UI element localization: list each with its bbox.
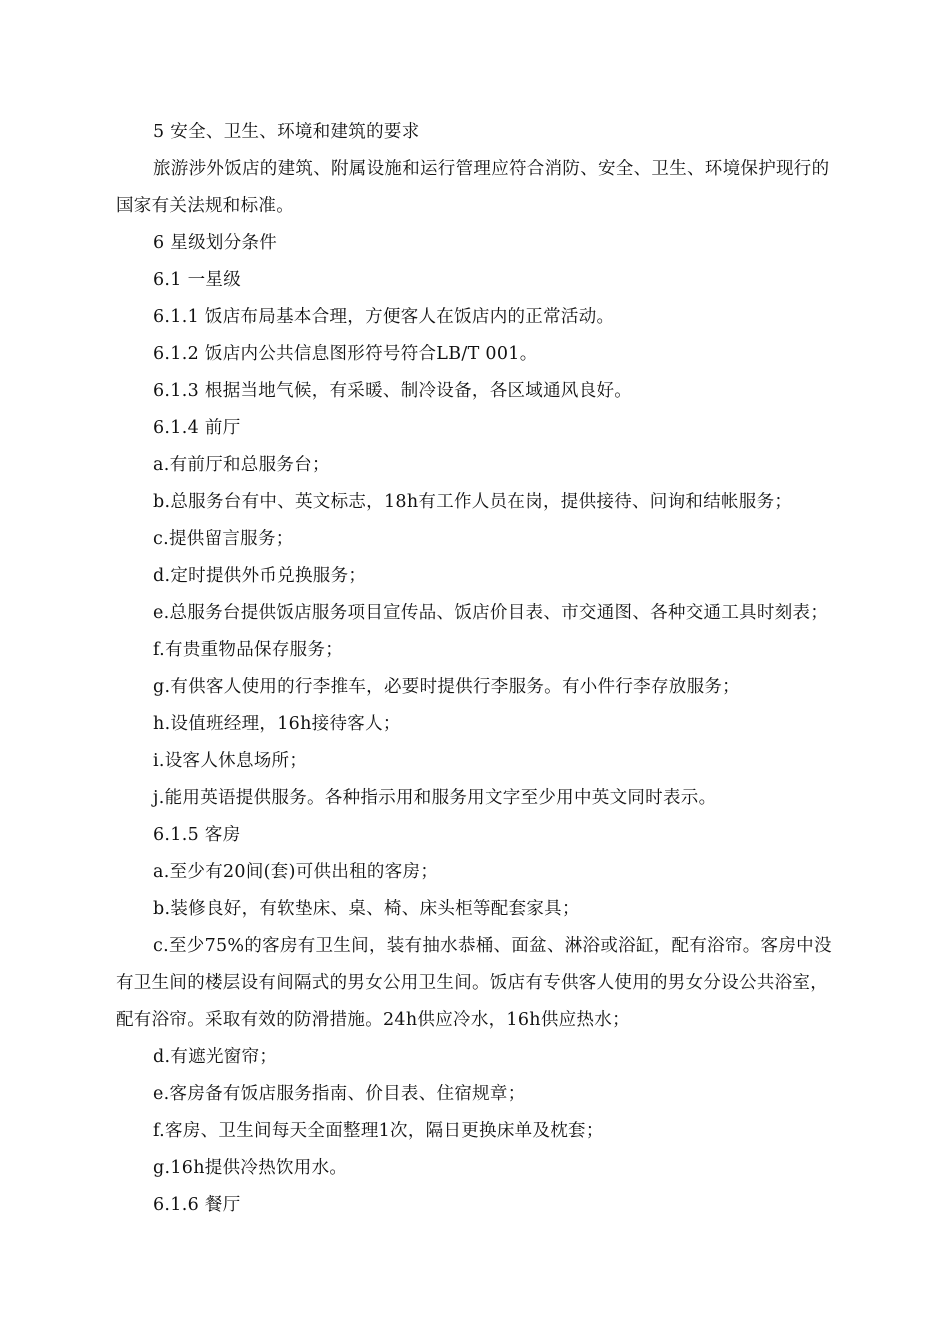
list-item: c.至少75%的客房有卫生间，装有抽水恭桶、面盆、淋浴或浴缸，配有浴帘。客房中没有卫生间的楼层设有间隔式的男女公用卫生间。饭店有专供客人使用的男女分设公共浴室，配有浴帘。采取有效的防滑措施。24h供应冷水，16h供应热水； [116,936,832,1030]
list-item: b.总服务台有中、英文标志，18h有工作人员在岗，提供接待、问询和结帐服务； [153,492,793,512]
list-item: d.定时提供外币兑换服务； [153,566,367,586]
clause-6-1-3: 6.1.3 根据当地气候，有采暖、制冷设备，各区域通风良好。 [153,381,633,401]
list-item: a.至少有20间(套)可供出租的客房； [153,862,439,882]
list-item: g.16h提供冷热饮用水。 [153,1158,348,1178]
list-item: f.有贵重物品保存服务； [153,640,344,660]
list-item: g.有供客人使用的行李推车，必要时提供行李服务。有小件行李存放服务； [153,677,740,697]
list-item: c.提供留言服务； [153,529,294,549]
document-body [116,114,836,1224]
list-item: b.装修良好，有软垫床、桌、椅、床头柜等配套家具； [153,899,580,919]
list-item: j.能用英语提供服务。各种指示用和服务用文字至少用中英文同时表示。 [153,788,717,808]
list-item: i.设客人休息场所； [153,751,308,771]
list-item: d.有遮光窗帘； [153,1047,278,1067]
subsection-heading-6-1: 6.1 一星级 [153,270,241,290]
section-heading-5: 5 安全、卫生、环境和建筑的要求 [153,122,420,142]
clause-6-1-2: 6.1.2 饭店内公共信息图形符号符合LB/T 001。 [153,344,538,364]
section-heading-6: 6 星级划分条件 [153,233,278,253]
list-item: f.客房、卫生间每天全面整理1次，隔日更换床单及枕套； [153,1121,604,1141]
list-item: e.客房备有饭店服务指南、价目表、住宿规章； [153,1084,526,1104]
clause-6-1-1: 6.1.1 饭店布局基本合理，方便客人在饭店内的正常活动。 [153,307,615,327]
clause-heading-6-1-4: 6.1.4 前厅 [153,418,241,438]
list-item: a.有前厅和总服务台； [153,455,330,475]
clause-heading-6-1-6: 6.1.6 餐厅 [153,1195,241,1215]
list-item: e.总服务台提供饭店服务项目宣传品、饭店价目表、市交通图、各种交通工具时刻表； [153,603,829,623]
list-item: h.设值班经理，16h接待客人； [153,714,401,734]
clause-heading-6-1-5: 6.1.5 客房 [153,825,241,845]
section-5-paragraph: 旅游涉外饭店的建筑、附属设施和运行管理应符合消防、安全、卫生、环境保护现行的国家有关法规和标准。 [116,159,830,216]
